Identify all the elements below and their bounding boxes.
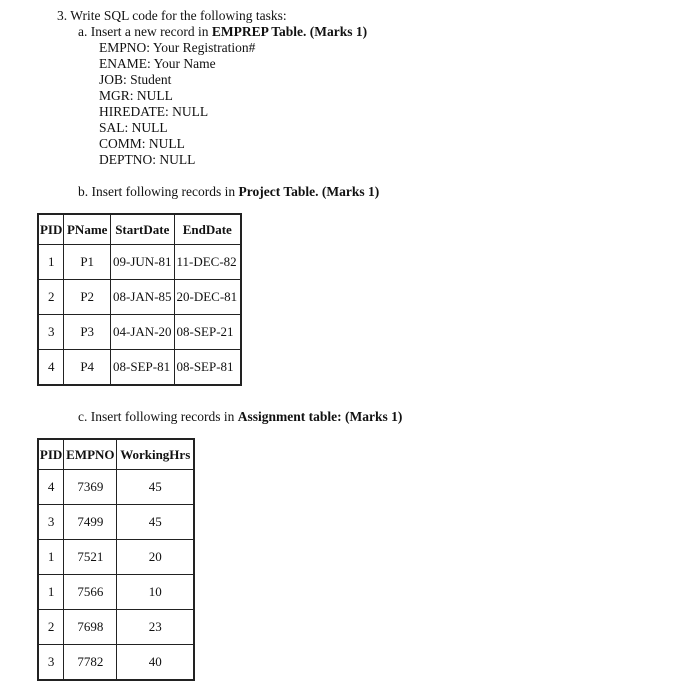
project-cell-enddate: 08-SEP-21 (174, 315, 241, 350)
table-row (38, 280, 241, 315)
assignment-cell-workinghrs: 45 (117, 470, 194, 505)
table-row (38, 505, 194, 540)
task-b-bold: Project Table. (Marks 1) (238, 184, 380, 199)
project-table-header-row (38, 214, 241, 245)
project-cell-startdate: 08-JAN-85 (111, 280, 174, 315)
field-job: JOB: Student (99, 72, 172, 87)
assignment-cell-pid: 3 (38, 505, 64, 540)
task-a-label (78, 24, 367, 40)
project-header-pid: PID (38, 214, 64, 245)
table-row (38, 470, 194, 505)
assignment-cell-pid: 3 (38, 645, 64, 681)
assignment-cell-empno: 7521 (64, 540, 117, 575)
table-row (38, 245, 241, 280)
table-row (38, 575, 194, 610)
field-ename: ENAME: Your Name (99, 56, 216, 71)
task-a-bold: EMPREP Table. (Marks 1) (211, 24, 368, 39)
assignment-cell-empno: 7698 (64, 610, 117, 645)
assignment-cell-workinghrs: 20 (117, 540, 194, 575)
assignment-header-pid: PID (38, 439, 64, 470)
assignment-cell-empno: 7566 (64, 575, 117, 610)
task-c-label (78, 409, 402, 425)
table-row (38, 645, 194, 681)
assignment-cell-pid: 2 (38, 610, 64, 645)
project-cell-startdate: 08-SEP-81 (111, 350, 174, 386)
project-cell-enddate: 20-DEC-81 (174, 280, 241, 315)
field-sal: SAL: NULL (99, 120, 168, 135)
assignment-cell-empno: 7499 (64, 505, 117, 540)
assignment-header-empno: EMPNO (64, 439, 117, 470)
project-cell-pname: P2 (64, 280, 111, 315)
table-row (38, 540, 194, 575)
assignment-cell-pid: 4 (38, 470, 64, 505)
project-cell-startdate: 09-JUN-81 (111, 245, 174, 280)
project-cell-pid: 1 (38, 245, 64, 280)
project-cell-startdate: 04-JAN-20 (111, 315, 174, 350)
assignment-cell-workinghrs: 45 (117, 505, 194, 540)
project-cell-pid: 3 (38, 315, 64, 350)
assignment-cell-empno: 7369 (64, 470, 117, 505)
task-b-label (78, 184, 379, 200)
table-row (38, 610, 194, 645)
assignment-cell-workinghrs: 40 (117, 645, 194, 681)
project-header-enddate: EndDate (174, 214, 241, 245)
task-b-prefix: b. Insert following records in (78, 184, 239, 199)
project-cell-pname: P1 (64, 245, 111, 280)
question-heading: 3. Write SQL code for the following tasks: (57, 8, 287, 23)
table-row (38, 350, 241, 386)
assignment-table (37, 438, 195, 681)
project-cell-pname: P3 (64, 315, 111, 350)
project-cell-pname: P4 (64, 350, 111, 386)
assignment-cell-empno: 7782 (64, 645, 117, 681)
field-empno: EMPNO: Your Registration# (99, 40, 256, 55)
assignment-cell-workinghrs: 23 (117, 610, 194, 645)
task-a-prefix: a. Insert a new record in (78, 24, 212, 39)
field-comm: COMM: NULL (99, 136, 185, 151)
field-hiredate: HIREDATE: NULL (99, 104, 209, 119)
project-cell-enddate: 11-DEC-82 (174, 245, 241, 280)
project-header-startdate: StartDate (111, 214, 174, 245)
assignment-table-header-row (38, 439, 194, 470)
project-cell-pid: 4 (38, 350, 64, 386)
assignment-cell-pid: 1 (38, 540, 64, 575)
project-header-pname: PName (64, 214, 111, 245)
task-c-prefix: c. Insert following records in (78, 409, 238, 424)
field-deptno: DEPTNO: NULL (99, 152, 196, 167)
project-table (37, 213, 242, 386)
assignment-cell-pid: 1 (38, 575, 64, 610)
assignment-header-workinghrs: WorkingHrs (117, 439, 194, 470)
field-mgr: MGR: NULL (99, 88, 173, 103)
table-row (38, 315, 241, 350)
project-cell-pid: 2 (38, 280, 64, 315)
assignment-cell-workinghrs: 10 (117, 575, 194, 610)
task-c-bold: Assignment table: (Marks 1) (237, 409, 403, 424)
project-cell-enddate: 08-SEP-81 (174, 350, 241, 386)
